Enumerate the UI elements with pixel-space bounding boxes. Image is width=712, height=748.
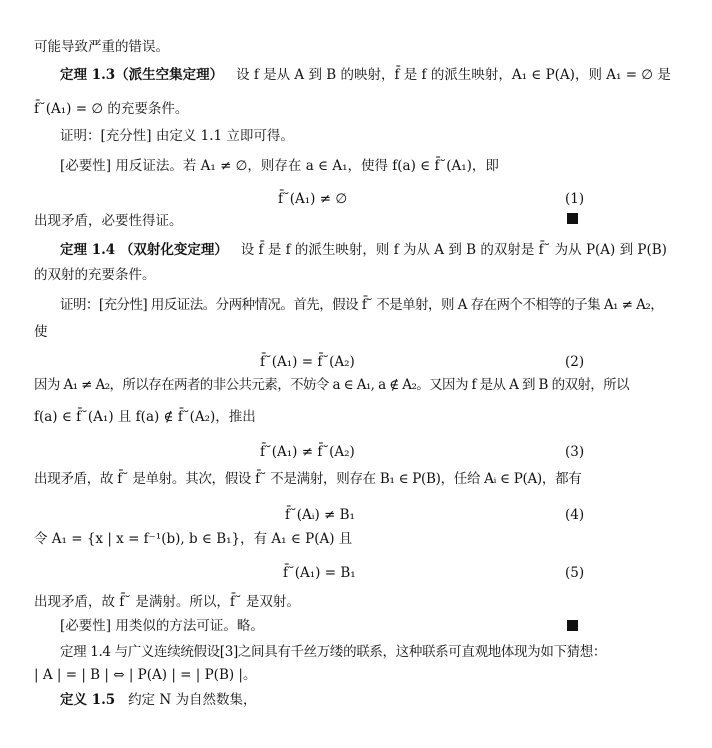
definition-1-5-text: 约定 N 为自然数集， — [128, 692, 257, 708]
theorem-1-3-conclusion: 出现矛盾，必要性得证。 — [34, 213, 183, 229]
theorem-1-4-necessity: [必要性] 用类似的方法可证。略。 — [60, 618, 264, 634]
equation-5: f̄˘(A₁) = B₁ — [283, 565, 356, 581]
theorem-1-3-heading: 定理 1.3（派生空集定理） — [60, 67, 224, 83]
theorem-1-3-proof-necessity: [必要性] 用反证法。若 A₁ ≠ ∅，则存在 a ∈ A₁，使得 f(a) ∈ f̄˘(A₁)，即 — [60, 158, 499, 174]
theorem-1-4-proof-sufficiency: 证明：[充分性] 用反证法。分两种情况。首先，假设 f̄˘ 不是单射，则 A 存在两个不相等的子集 A₁ ≠ A₂， — [60, 297, 664, 313]
theorem-1-4-text-3: 出现矛盾，故 f̄˘ 是单射。其次，假设 f̄˘ 不是满射，则存在 B₁ ∈ P(B)，任给 Aᵢ ∈ P(A)，都有 — [34, 471, 582, 487]
theorem-1-4-line-1 — [60, 241, 667, 259]
theorem-1-4-text-4: 令 A₁ = {x | x = f⁻¹(b), b ∈ B₁}，有 A₁ ∈ P(A) 且 — [34, 531, 353, 547]
equation-4-number: (4) — [565, 507, 585, 523]
theorem-1-3-proof-sufficiency: 证明：[充分性] 由定义 1.1 立即可得。 — [60, 128, 294, 144]
equation-1: f̄˘(A₁) ≠ ∅ — [278, 191, 348, 207]
paragraph-continuation: 可能导致严重的错误。 — [34, 39, 169, 55]
qed-symbol-1 — [567, 213, 578, 224]
theorem-1-3-statement: 设 f 是从 A 到 B 的映射，f̄ 是 f 的派生映射，A₁ ∈ P(A)，则 A₁ = ∅ 是 — [236, 67, 671, 83]
equation-5-number: (5) — [565, 565, 585, 581]
theorem-1-4-text-5: 出现矛盾，故 f̄˘ 是满射。所以，f̄˘ 是双射。 — [34, 594, 300, 610]
theorem-1-4-proof-cont: 使 — [34, 324, 48, 340]
definition-1-5-line — [60, 691, 256, 709]
remark-line-1: 定理 1.4 与广义连续统假设[3]之间具有千丝万缕的联系，这种联系可直观地体现为如下猜想： — [60, 644, 607, 660]
equation-2-number: (2) — [565, 354, 585, 370]
theorem-1-4-heading: 定理 1.4 （双射化变定理） — [60, 242, 228, 258]
theorem-1-3-line-2: f̄˘(A₁) = ∅ 的充要条件。 — [34, 101, 189, 117]
remark-line-2: | A | = | B | ⇔ | P(A) | = | P(B) |。 — [34, 667, 257, 683]
theorem-1-3-line-1 — [60, 66, 671, 84]
equation-2: f̄˘(A₁) = f̄˘(A₂) — [260, 354, 355, 370]
equation-3-number: (3) — [565, 444, 585, 460]
definition-1-5-heading: 定义 1.5 — [60, 692, 116, 708]
equation-4: f̄˘(Aᵢ) ≠ B₁ — [285, 507, 355, 523]
theorem-1-4-text-2: f(a) ∈ f̄˘(A₁) 且 f(a) ∉ f̄˘(A₂)，推出 — [34, 409, 256, 425]
equation-1-number: (1) — [565, 191, 585, 207]
theorem-1-4-text-1: 因为 A₁ ≠ A₂，所以存在两者的非公共元素，不妨令 a ∈ A₁, a ∉ A₂。又因为 f 是从 A 到 B 的双射，所以 — [34, 377, 629, 393]
qed-symbol-2 — [567, 620, 578, 631]
equation-3: f̄˘(A₁) ≠ f̄˘(A₂) — [260, 444, 355, 460]
theorem-1-4-line-2: 的双射的充要条件。 — [34, 267, 156, 283]
theorem-1-4-statement: 设 f̄ 是 f 的派生映射，则 f 为从 A 到 B 的双射是 f̄˘ 为从 P(A) 到 P(B) — [240, 242, 667, 258]
